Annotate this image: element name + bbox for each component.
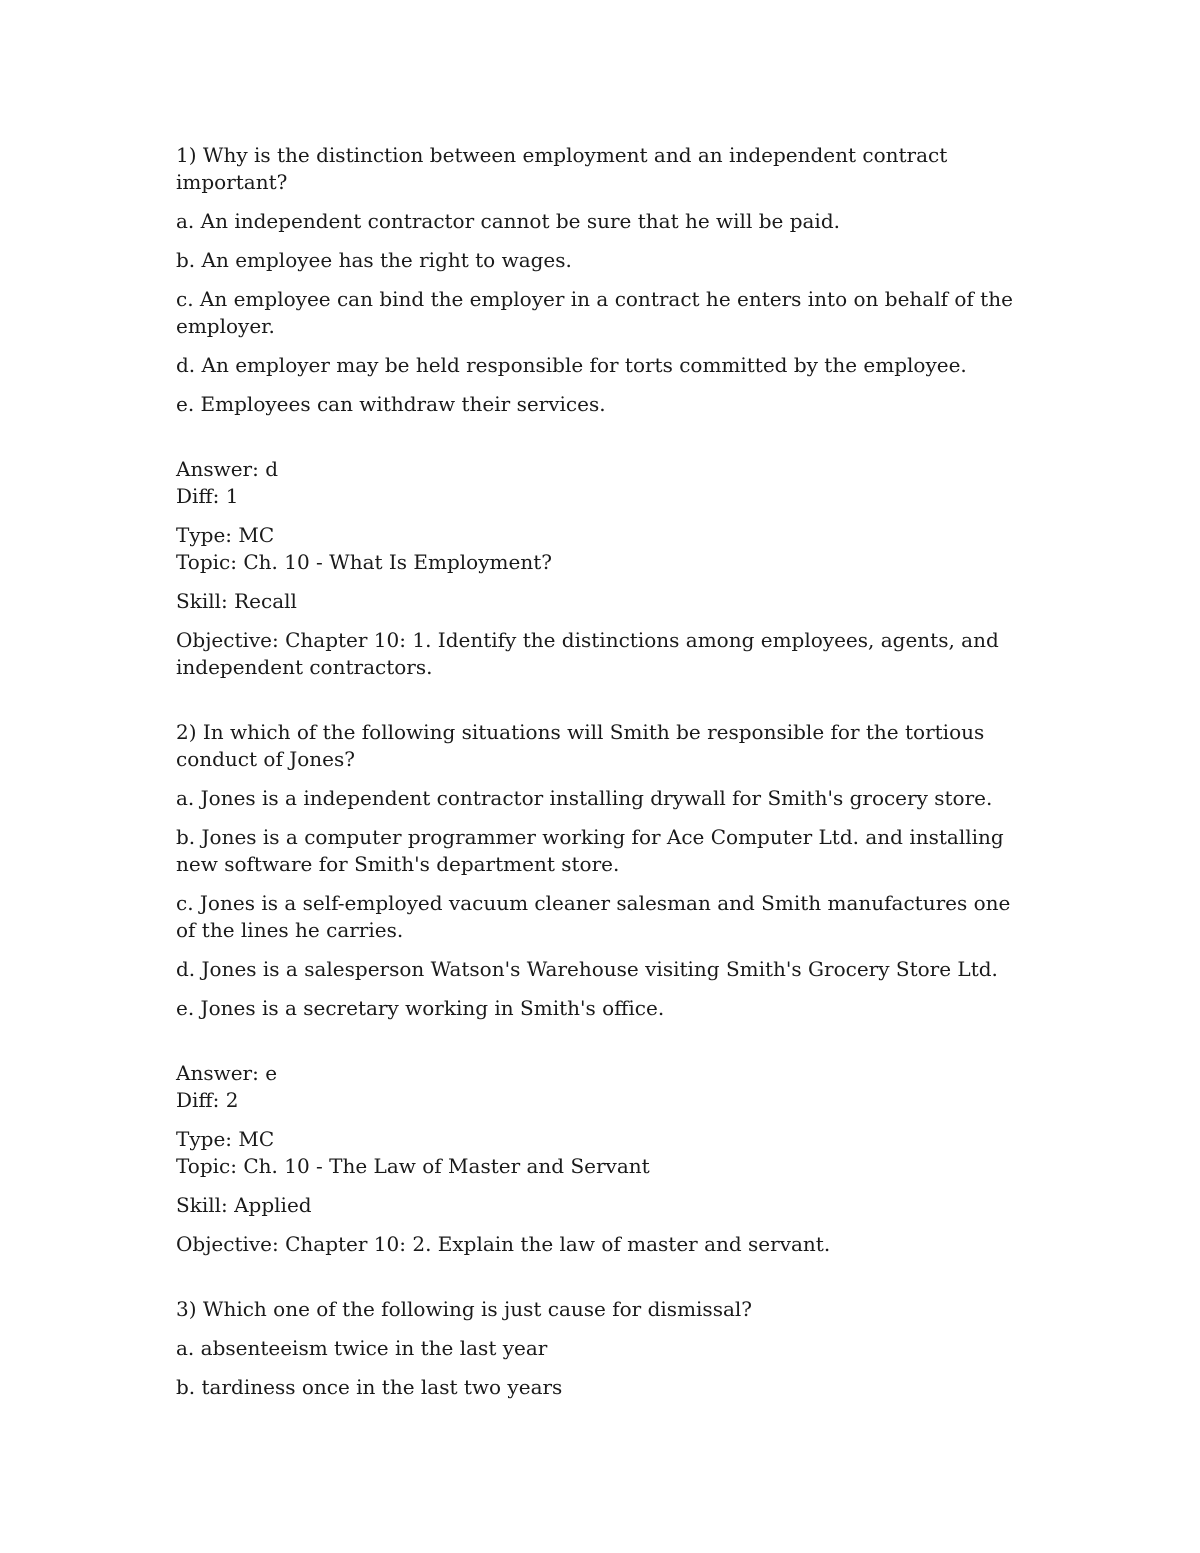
- question-topic: Topic: Ch. 10 - What Is Employment?: [176, 550, 552, 574]
- answer-option: b. tardiness once in the last two years: [176, 1375, 563, 1399]
- question-skill: Skill: Recall: [176, 589, 297, 613]
- question-stem: 1) Why is the distinction between employment and an independent contract important?: [176, 143, 948, 194]
- question-block: [176, 1296, 1026, 1401]
- answer-option: b. Jones is a computer programmer working for Ace Computer Ltd. and installing new software for Smith's department store.: [176, 825, 1004, 876]
- answer-key: Answer: d: [176, 457, 279, 481]
- spacer: [176, 1034, 1026, 1060]
- difficulty: Diff: 1: [176, 484, 239, 508]
- answer-option: a. Jones is a independent contractor installing drywall for Smith's grocery store.: [176, 786, 993, 810]
- answer-meta: [176, 456, 1026, 510]
- answer-option: d. Jones is a salesperson Watson's Warehouse visiting Smith's Grocery Store Ltd.: [176, 957, 998, 981]
- type-topic: [176, 522, 1026, 576]
- spacer: [176, 430, 1026, 456]
- question-objective: Objective: Chapter 10: 1. Identify the distinctions among employees, agents, and independent contractors.: [176, 628, 999, 679]
- answer-option: b. An employee has the right to wages.: [176, 248, 572, 272]
- question-stem: 2) In which of the following situations will Smith be responsible for the tortious conduct of Jones?: [176, 720, 985, 771]
- answer-key: Answer: e: [176, 1061, 278, 1085]
- answer-option: c. Jones is a self-employed vacuum cleaner salesman and Smith manufactures one of the lines he carries.: [176, 891, 1011, 942]
- document-page: [176, 142, 1026, 1413]
- spacer: [176, 693, 1026, 719]
- question-stem: 3) Which one of the following is just cause for dismissal?: [176, 1297, 752, 1321]
- difficulty: Diff: 2: [176, 1088, 239, 1112]
- question-skill: Skill: Applied: [176, 1193, 312, 1217]
- answer-meta: [176, 1060, 1026, 1114]
- answer-option: e. Employees can withdraw their services.: [176, 392, 606, 416]
- answer-option: a. absenteeism twice in the last year: [176, 1336, 548, 1360]
- question-type: Type: MC: [176, 1127, 275, 1151]
- answer-option: d. An employer may be held responsible for torts committed by the employee.: [176, 353, 967, 377]
- question-objective: Objective: Chapter 10: 2. Explain the law of master and servant.: [176, 1232, 831, 1256]
- question-topic: Topic: Ch. 10 - The Law of Master and Servant: [176, 1154, 650, 1178]
- type-topic: [176, 1126, 1026, 1180]
- spacer: [176, 1270, 1026, 1296]
- question-type: Type: MC: [176, 523, 275, 547]
- answer-option: c. An employee can bind the employer in a contract he enters into on behalf of the employer.: [176, 287, 1013, 338]
- question-block: [176, 142, 1026, 681]
- answer-option: a. An independent contractor cannot be sure that he will be paid.: [176, 209, 840, 233]
- answer-option: e. Jones is a secretary working in Smith's office.: [176, 996, 665, 1020]
- question-block: [176, 719, 1026, 1258]
